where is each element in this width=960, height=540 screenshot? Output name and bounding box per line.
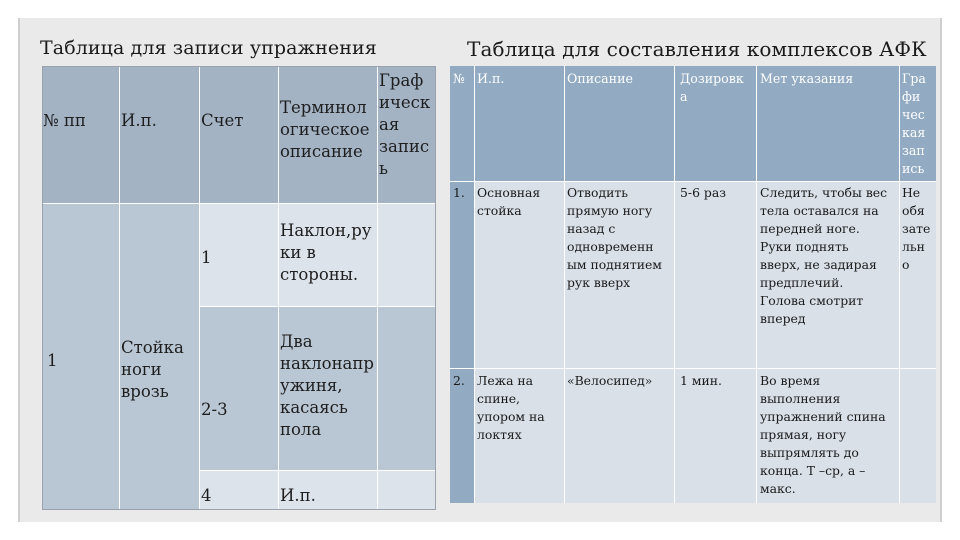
rt-row-2-num: 2. — [453, 373, 465, 388]
right-grid-line — [450, 181, 936, 182]
subrow-1-count: 1 — [201, 248, 212, 267]
slide-border-left — [18, 18, 20, 522]
right-grid-line — [450, 368, 936, 369]
left-grid-line — [43, 203, 435, 204]
header-terminology: Терминол огическое описание — [280, 98, 370, 161]
right-num-column — [450, 181, 474, 503]
subrow-2-count: 2-3 — [201, 400, 228, 419]
subrow-3-desc: И.п. — [280, 486, 316, 505]
right-grid-line — [474, 66, 475, 503]
right-table-title: Таблица для составления комплексов АФК — [467, 37, 927, 61]
left-grid-line — [199, 470, 435, 471]
left-grid-line — [377, 67, 378, 509]
rt-header-description: Описание — [567, 71, 633, 86]
header-num: № пп — [43, 111, 86, 130]
rt-row-1-graphic-record: Не обя зате льн о — [902, 185, 931, 272]
rt-row-2-start-position: Лежа на спине, упором на локтях — [477, 373, 545, 442]
rt-row-2-dosage: 1 мин. — [680, 373, 722, 388]
rt-header-graphic-record: Гра фи чес кая зап ись — [902, 71, 926, 176]
left-subrow-3-bg — [199, 470, 435, 509]
rt-row-1-method-notes: Следить, чтобы вес тела оставался на передней ноге. Руки поднять вверх, не задирая предплечий. Голова смотрит вперед — [760, 185, 888, 326]
rt-header-method-notes: Мет указания — [760, 71, 854, 86]
rt-row-1-dosage: 5-6 раз — [680, 185, 726, 200]
rt-header-start-position: И.п. — [477, 71, 505, 86]
right-grid-line — [564, 66, 565, 503]
header-graphic-record: Граф ическ ая запис ь — [379, 71, 431, 178]
row-start-position: Стойка ноги врозь — [121, 338, 184, 401]
left-grid-line — [199, 67, 200, 509]
rt-row-2-method-notes: Во время выполнения упражнений спина прямая, ногу выпрямлять до конца. Т –ср, а – макс. — [760, 373, 886, 496]
subrow-3-count: 4 — [201, 486, 212, 505]
right-grid-line — [756, 66, 757, 503]
rt-row-1-description: Отводить прямую ногу назад с одновременн ым поднятием рук вверх — [567, 185, 662, 290]
rt-row-1-num: 1. — [453, 185, 465, 200]
row-num: 1 — [47, 351, 58, 370]
left-grid-line — [278, 67, 279, 509]
right-grid-line — [899, 66, 900, 503]
subrow-1-desc: Наклон,ру ки в стороны. — [280, 221, 372, 284]
left-table-title: Таблица для записи упражнения — [40, 37, 377, 59]
rt-row-1-start-position: Основная стойка — [477, 185, 541, 218]
rt-header-dosage: Дозировк а — [680, 71, 744, 104]
rt-row-2-description: «Велосипед» — [567, 373, 653, 388]
header-start-position: И.п. — [121, 111, 157, 130]
left-grid-line — [199, 306, 435, 307]
exercise-record-table — [42, 66, 436, 510]
rt-header-num: № — [453, 71, 465, 86]
afk-complex-table — [450, 66, 936, 503]
left-grid-line — [119, 67, 120, 509]
header-count: Счет — [201, 111, 244, 130]
right-grid-line — [674, 66, 675, 503]
subrow-2-desc: Два наклонапр ужиня, касаясь пола — [280, 332, 374, 439]
slide-border-right — [940, 18, 942, 522]
